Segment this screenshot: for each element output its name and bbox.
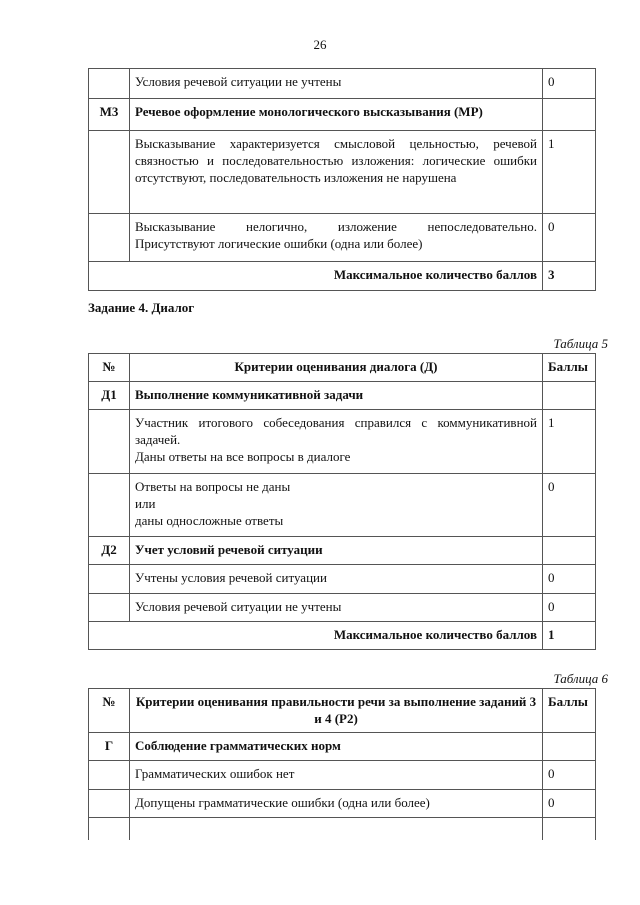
max-score-value: 1 bbox=[543, 622, 596, 650]
row-score: 0 bbox=[543, 214, 596, 262]
table-monologue-continuation bbox=[88, 68, 596, 291]
table-header-row bbox=[89, 354, 596, 382]
row-code bbox=[89, 761, 130, 790]
row-text-line: Участник итогового собеседования справился с коммуникативной задачей. bbox=[135, 415, 537, 447]
row-code bbox=[89, 818, 130, 840]
table-row bbox=[89, 594, 596, 622]
row-score: 0 bbox=[543, 565, 596, 594]
max-score-row bbox=[89, 262, 596, 291]
row-text bbox=[130, 410, 543, 474]
row-text: Высказывание характеризуется смысловой цельностью, речевой связностью и последовательностью изложения: логические ошибки отсутствуют, последовательность изложения не нарушена bbox=[130, 131, 543, 214]
page-number: 26 bbox=[313, 37, 327, 52]
criterion-code-g: Г bbox=[89, 733, 130, 761]
table-row bbox=[89, 382, 596, 410]
row-text-line: или bbox=[135, 496, 156, 511]
row-code bbox=[89, 474, 130, 537]
row-score bbox=[543, 818, 596, 840]
table6-caption: Таблица 6 bbox=[553, 671, 608, 686]
row-text: Допущены грамматические ошибки (одна или более) bbox=[130, 790, 543, 818]
row-text: Условия речевой ситуации не учтены bbox=[130, 69, 543, 99]
table-row bbox=[89, 69, 596, 99]
table-row bbox=[89, 410, 596, 474]
table-row bbox=[89, 99, 596, 131]
row-code bbox=[89, 410, 130, 474]
header-criteria: Критерии оценивания правильности речи за выполнение заданий 3 и 4 (Р2) bbox=[130, 689, 543, 733]
criterion-code-m3: М3 bbox=[89, 99, 130, 131]
row-code bbox=[89, 790, 130, 818]
header-criteria: Критерии оценивания диалога (Д) bbox=[130, 354, 543, 382]
row-text-line: даны односложные ответы bbox=[135, 513, 284, 528]
header-score: Баллы bbox=[543, 354, 596, 382]
task-heading: Задание 4. Диалог bbox=[88, 300, 195, 315]
row-text: Грамматических ошибок нет bbox=[130, 761, 543, 790]
table-row bbox=[89, 733, 596, 761]
table-row bbox=[89, 537, 596, 565]
criterion-title-d2: Учет условий речевой ситуации bbox=[130, 537, 543, 565]
row-code bbox=[89, 69, 130, 99]
table-header-row bbox=[89, 689, 596, 733]
table-row bbox=[89, 474, 596, 537]
criterion-title-g: Соблюдение грамматических норм bbox=[130, 733, 543, 761]
row-score: 1 bbox=[543, 131, 596, 214]
row-text: Условия речевой ситуации не учтены bbox=[130, 594, 543, 622]
row-text-line: Даны ответы на все вопросы в диалоге bbox=[135, 449, 351, 464]
table-row bbox=[89, 565, 596, 594]
criterion-title-m3: Речевое оформление монологического высказывания (МР) bbox=[130, 99, 543, 131]
header-num: № bbox=[89, 354, 130, 382]
header-score: Баллы bbox=[543, 689, 596, 733]
row-score: 0 bbox=[543, 790, 596, 818]
row-score bbox=[543, 733, 596, 761]
criterion-code-d2: Д2 bbox=[89, 537, 130, 565]
row-code bbox=[89, 565, 130, 594]
criterion-code-d1: Д1 bbox=[89, 382, 130, 410]
row-score bbox=[543, 382, 596, 410]
row-text-line: Ответы на вопросы не даны bbox=[135, 479, 291, 494]
max-score-label: Максимальное количество баллов bbox=[89, 622, 543, 650]
row-score bbox=[543, 537, 596, 565]
row-score: 0 bbox=[543, 69, 596, 99]
row-code bbox=[89, 214, 130, 262]
row-score: 0 bbox=[543, 594, 596, 622]
row-score: 0 bbox=[543, 474, 596, 537]
row-text: Высказывание нелогично, изложение непоследовательно. Присутствуют логические ошибки (одна или более) bbox=[130, 214, 543, 262]
max-score-row bbox=[89, 622, 596, 650]
max-score-label: Максимальное количество баллов bbox=[89, 262, 543, 291]
table5-caption: Таблица 5 bbox=[553, 336, 608, 351]
row-text: Учтены условия речевой ситуации bbox=[130, 565, 543, 594]
row-score bbox=[543, 99, 596, 131]
table-row bbox=[89, 214, 596, 262]
row-text bbox=[130, 818, 543, 840]
table-row bbox=[89, 818, 596, 840]
row-code bbox=[89, 594, 130, 622]
table5-dialog-criteria bbox=[88, 353, 596, 650]
criterion-title-d1: Выполнение коммуникативной задачи bbox=[130, 382, 543, 410]
row-code bbox=[89, 131, 130, 214]
row-text bbox=[130, 474, 543, 537]
row-score: 0 bbox=[543, 761, 596, 790]
table6-speech-correctness bbox=[88, 688, 596, 840]
table-row bbox=[89, 131, 596, 214]
header-num: № bbox=[89, 689, 130, 733]
max-score-value: 3 bbox=[543, 262, 596, 291]
table-row bbox=[89, 790, 596, 818]
row-score: 1 bbox=[543, 410, 596, 474]
table-row bbox=[89, 761, 596, 790]
